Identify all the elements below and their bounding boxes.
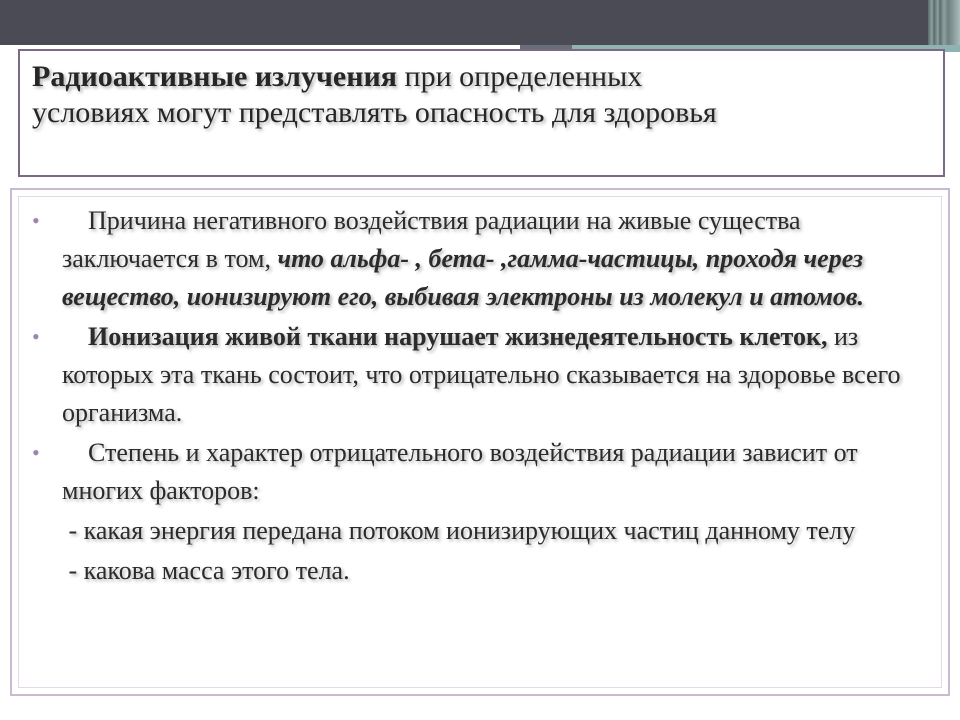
title-line2: условиях могут представлять опасность для здоровья [32,96,717,129]
top-band [0,0,960,45]
title-rest-line1: при определенных [397,60,643,93]
slide-title [32,59,922,131]
bullet-icon: • [32,440,40,465]
bullet-paragraph-2 [32,318,927,432]
content-box [10,188,950,696]
top-band-accent [928,0,960,45]
sub-item-1 [32,512,927,550]
title-box [18,49,945,177]
paragraph-2-text: из которых эта ткань состоит, что отрицательно сказывается на здоровье всего организма. [62,322,901,427]
bullet-icon: • [32,324,40,349]
sub-item-2-text: - какова масса этого тела. [68,556,350,585]
paragraph-2-bold: Ионизация живой ткани нарушает жизнедеятельность клеток, [88,322,828,351]
bullet-icon: • [32,208,40,233]
paragraph-3-text: Степень и характер отрицательного воздействия радиации зависит от многих факторов: [62,438,858,505]
title-bold: Радиоактивные излучения [32,60,398,93]
paragraph-1-text: Причина негативного воздействия радиации на живые существа заключается в том, [62,206,801,273]
sub-item-1-text: - какая энергия передана потоком ионизирующих частиц данному телу [68,516,856,545]
sub-item-2 [32,552,927,590]
bullet-paragraph-1 [32,202,927,316]
content-text [32,202,927,590]
bullet-paragraph-3 [32,434,927,510]
paragraph-1-emphasis: что альфа- , бета- ,гамма-частицы, проходя через вещество, ионизируют его, выбивая электроны из молекул и атомов. [62,244,865,311]
